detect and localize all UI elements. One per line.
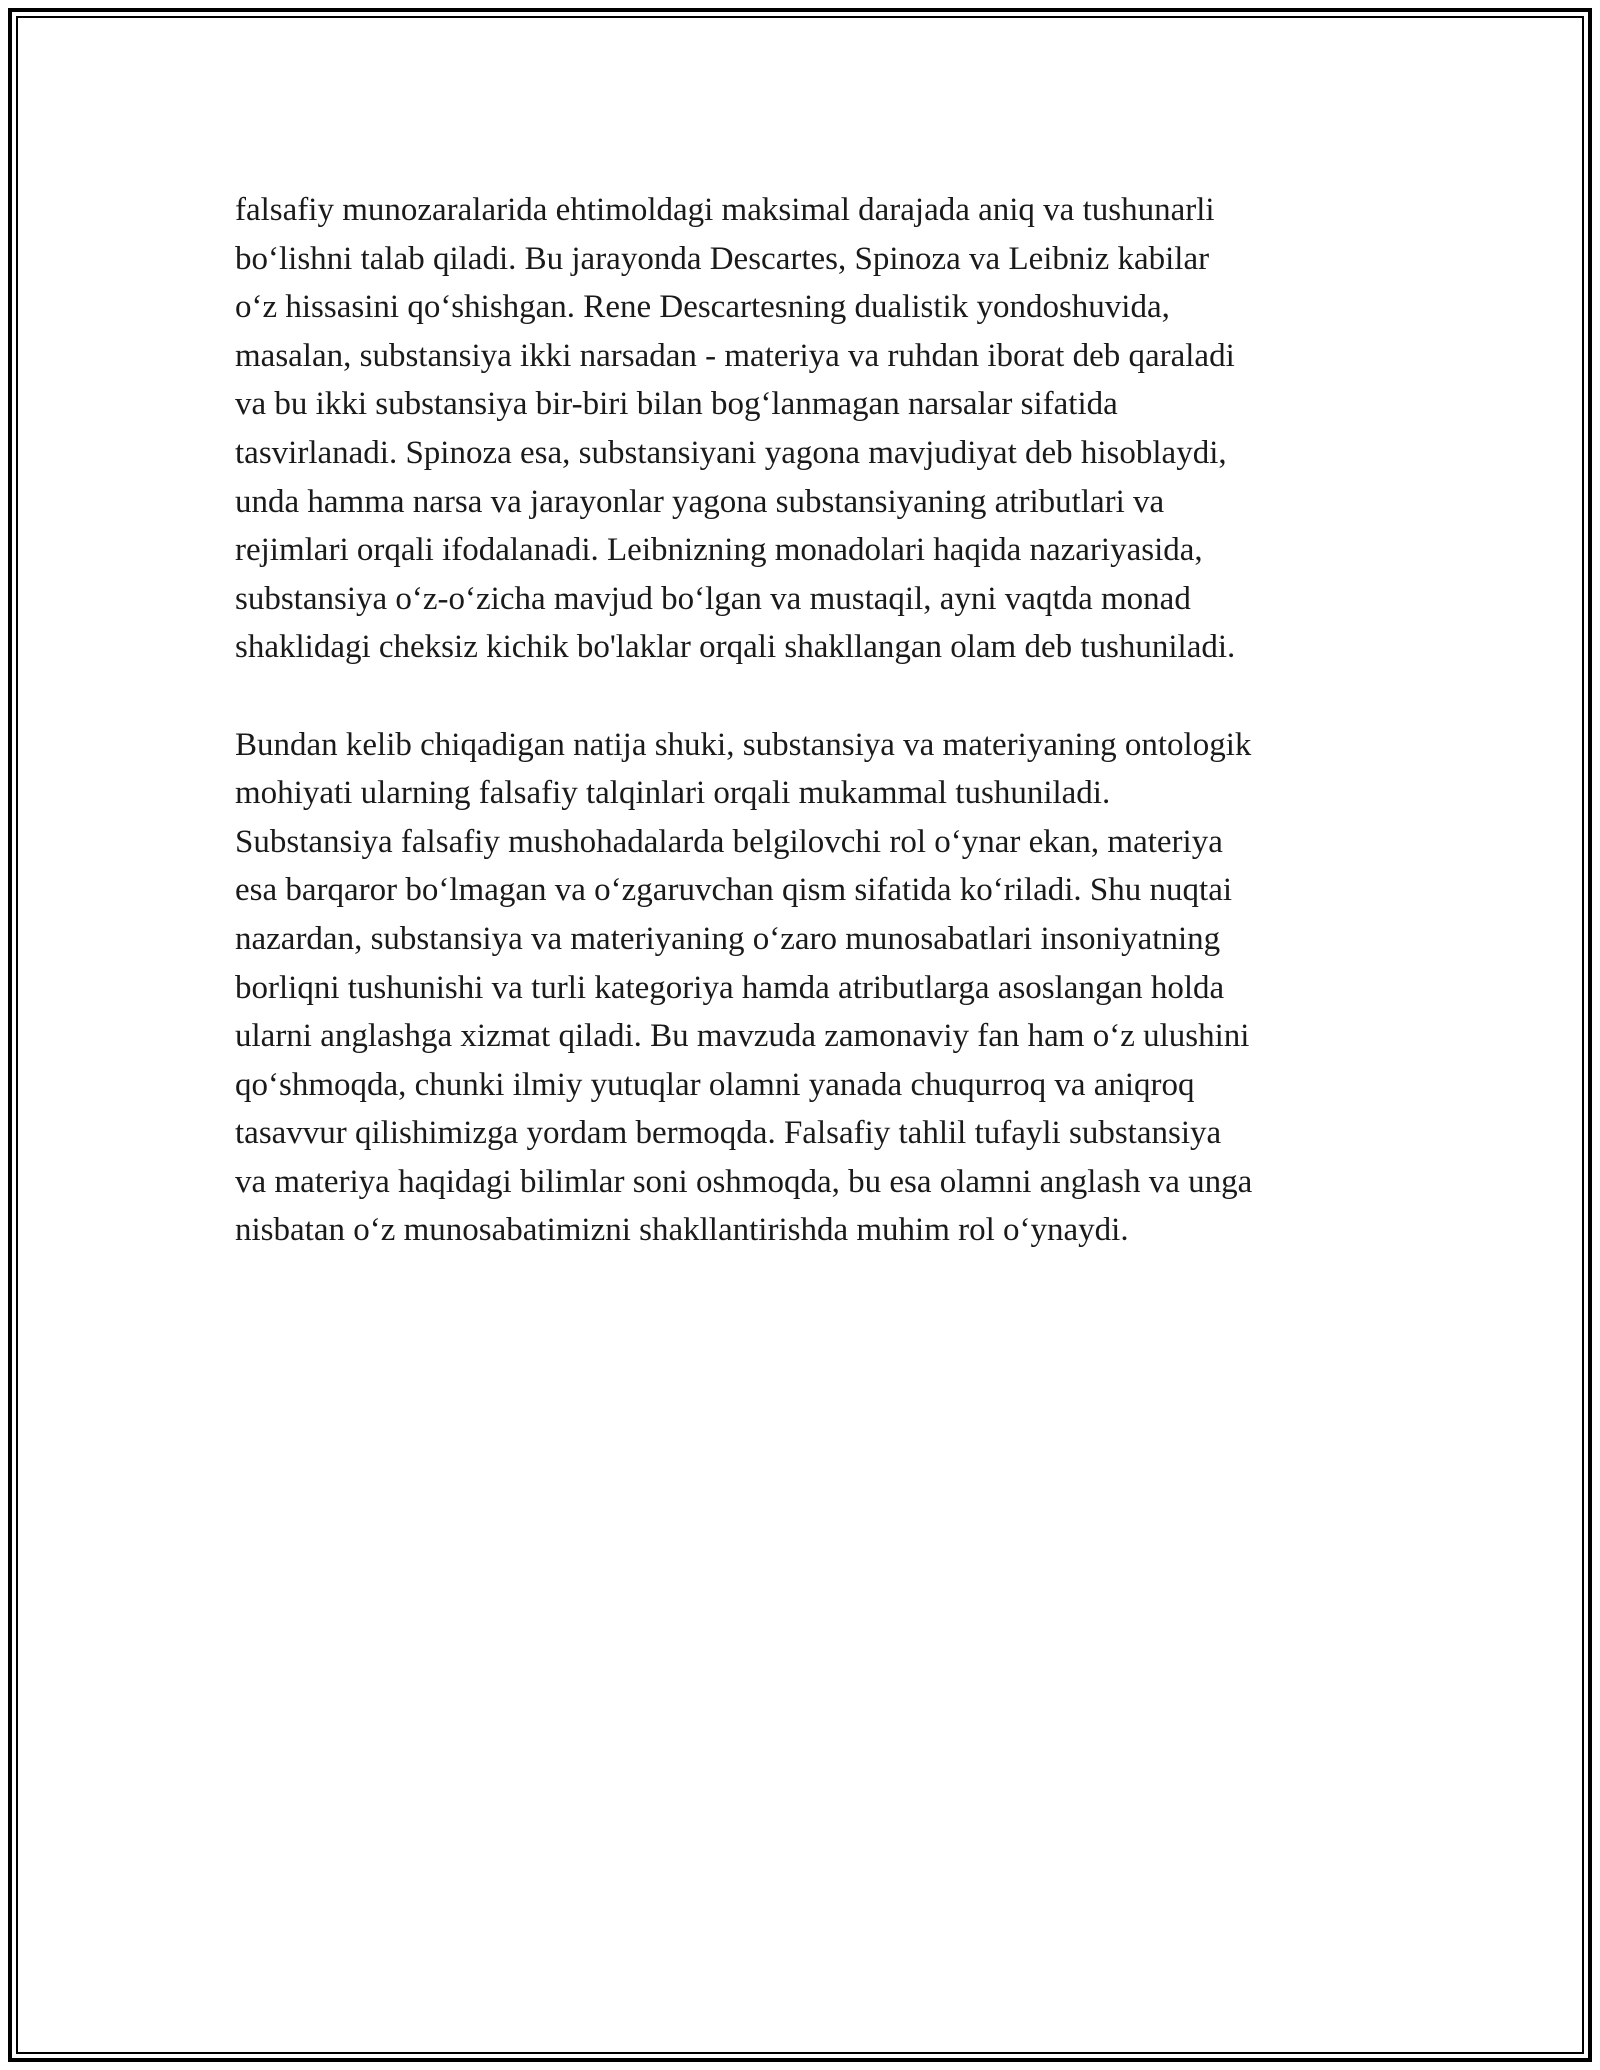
text-line: Bundan kelib chiqadigan natija shuki, substansiya va materiyaning ontologik	[235, 726, 1252, 763]
text-line: o‘z hissasini qo‘shishgan. Rene Descartesning dualistik yondoshuvida,	[235, 289, 1170, 326]
text-line: falsafiy munozaralarida ehtimoldagi maksimal darajada aniq va tushunarli	[235, 192, 1215, 228]
text-line: qo‘shmoqda, chunki ilmiy yutuqlar olamni yanada chuqurroq va aniqroq	[235, 1066, 1195, 1103]
text-line: shaklidagi cheksiz kichik bo'laklar orqali shakllangan olam deb tushuniladi.	[235, 629, 1236, 666]
text-line: masalan, substansiya ikki narsadan - materiya va ruhdan iborat deb qaraladi	[235, 337, 1235, 374]
text-line: bo‘lishni talab qiladi. Bu jarayonda Descartes, Spinoza va Leibniz kabilar	[235, 240, 1210, 277]
text-line: tasavvur qilishimizga yordam bermoqda. Falsafiy tahlil tufayli substansiya	[235, 1115, 1222, 1152]
text-line: esa barqaror bo‘lmagan va o‘zgaruvchan qism sifatida ko‘riladi. Shu nuqtai	[235, 872, 1233, 909]
text-line: va materiya haqidagi bilimlar soni oshmoqda, bu esa olamni anglash va unga	[235, 1163, 1253, 1200]
text-line: ularni anglashga xizmat qiladi. Bu mavzuda zamonaviy fan ham o‘z ulushini	[235, 1018, 1250, 1055]
text-line: tasvirlanadi. Spinoza esa, substansiyani yagona mavjudiyat deb hisoblaydi,	[235, 434, 1227, 471]
text-line: rejimlari orqali ifodalanadi. Leibnizning monadolari haqida nazariyasida,	[235, 532, 1203, 569]
text-line: nazardan, substansiya va materiyaning o‘zaro munosabatlari insoniyatning	[235, 920, 1221, 957]
text-line: Substansiya falsafiy mushohadalarda belgilovchi rol o‘ynar ekan, materiya	[235, 823, 1223, 860]
paragraph-1	[235, 186, 1385, 672]
text-line: mohiyati ularning falsafiy talqinlari orqali mukammal tushuniladi.	[235, 775, 1111, 812]
text-line: va bu ikki substansiya bir-biri bilan bog‘lanmagan narsalar sifatida	[235, 386, 1118, 423]
text-line: nisbatan o‘z munosabatimizni shakllantirishda muhim rol o‘ynaydi.	[235, 1212, 1129, 1249]
text-line: substansiya o‘z-o‘zicha mavjud bo‘lgan va mustaqil, ayni vaqtda monad	[235, 580, 1191, 617]
paragraph-spacer	[235, 672, 1385, 721]
paragraph-2	[235, 721, 1385, 1256]
text-line: unda hamma narsa va jarayonlar yagona substansiyaning atributlari va	[235, 483, 1165, 520]
document-body	[235, 186, 1385, 1255]
text-line: borliqni tushunishi va turli kategoriya hamda atributlarga asoslangan holda	[235, 969, 1225, 1006]
